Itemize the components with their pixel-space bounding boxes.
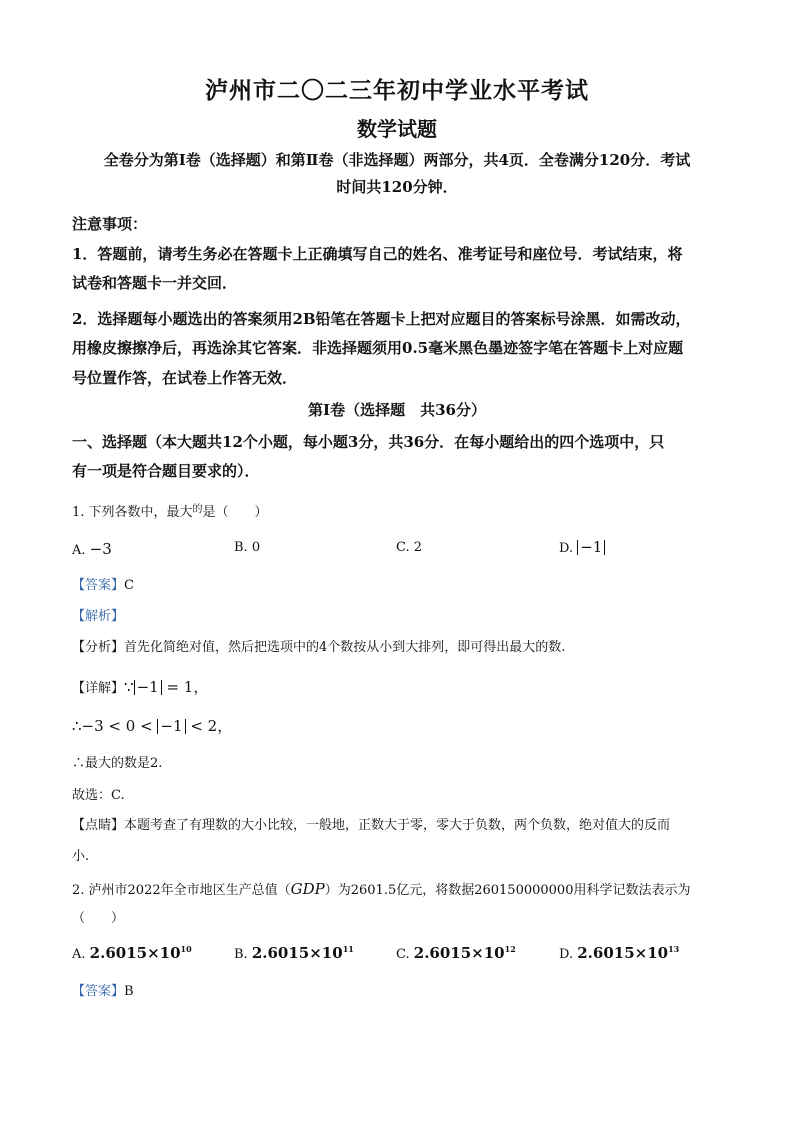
q1-answer: C: [124, 578, 134, 593]
q1-option-b-label: B.: [234, 540, 248, 555]
q2-option-b-exp: 11: [342, 944, 354, 954]
q1-answer-line: [72, 574, 732, 598]
q1-option-b-value: 0: [251, 540, 261, 555]
q2-option-d-label: D.: [559, 947, 574, 962]
page-title: 泸州市二〇二三年初中学业水平考试: [205, 77, 589, 104]
section-1-instructions-line-1: 一、选择题（本大题共12个小题，每小题3分，共36分．在每小题给出的四个选项中，只: [72, 433, 665, 451]
q2-stem-b: ）为2601.5亿元，将数据260150000000用科学记数法表示为: [324, 883, 691, 898]
q2-option-c-exp: 12: [504, 944, 516, 954]
note-1-line-2: 试卷和答题卡一并交回．: [72, 274, 238, 292]
q2-stem-a: 2. 泸州市2022年全市地区生产总值（: [72, 883, 291, 898]
q1-detail-line-2: [72, 714, 732, 740]
q2-answer-line: [72, 980, 732, 1004]
q1-fenxi-tag: 【分析】: [72, 640, 125, 655]
q1-option-a-label: A.: [72, 543, 86, 558]
q1-dianjing-tag: 【点睛】: [72, 818, 125, 833]
intro-line-1: 全卷分为第Ⅰ卷（选择题）和第Ⅱ卷（非选择题）两部分，共4页．全卷满分120分．考试: [103, 151, 691, 169]
q1-detail-line-2-b: < 2，: [185, 717, 233, 735]
q1-stem-a: 1. 下列各数中，最大: [72, 505, 193, 520]
q1-stem-b: 是（ ）: [202, 505, 268, 520]
q1-option-d: [559, 540, 605, 556]
q1-dianjing-line-2: 小.: [72, 849, 90, 864]
q2-stem-line-2: （ ）: [72, 911, 125, 926]
q1-stem-de: 的: [192, 504, 203, 515]
q1-answer-tag: 【答案】: [72, 578, 125, 593]
q1-detail-line-3: ∴最大的数是2.: [72, 756, 163, 771]
q2-option-a-label: A.: [72, 947, 86, 962]
note-2-line-3: 号位置作答，在试卷上作答无效．: [72, 369, 298, 387]
q2-answer-tag: 【答案】: [72, 984, 125, 999]
q1-option-c-value: 2: [413, 540, 423, 555]
note-2-line-1: 2．选择题每小题选出的答案须用2B铅笔在答题卡上把对应题目的答案标号涂黑．如需改动，: [72, 310, 691, 328]
q2-option-d: [559, 944, 679, 962]
q2-option-c-label: C.: [396, 947, 410, 962]
page-subtitle: 数学试题: [357, 117, 437, 141]
q1-detail-tag: 【详解】: [72, 681, 125, 696]
q1-stem: [72, 498, 732, 525]
q1-detail-line-4: 故选：C.: [72, 788, 125, 803]
q2-option-a-exp: 10: [180, 944, 192, 954]
q1-detail-abs: −1: [134, 680, 162, 695]
q2-answer: B: [124, 984, 134, 999]
q2-option-a-base: 2.6015×10: [89, 944, 181, 962]
q2-stem: [72, 877, 732, 903]
q2-stem-gdp: GDP: [290, 880, 325, 898]
q2-option-b-base: 2.6015×10: [251, 944, 343, 962]
q2-option-c: [396, 944, 516, 962]
q2-option-a: [72, 944, 192, 962]
q2-option-c-base: 2.6015×10: [413, 944, 505, 962]
q1-analysis-tag: 【解析】: [72, 609, 125, 624]
section-1-title: 第Ⅰ卷（选择题 共36分）: [308, 401, 486, 419]
note-2-line-2: 用橡皮擦擦净后，再选涂其它答案．非选择题须用0.5毫米黑色墨迹签字笔在答题卡上对应题: [72, 339, 684, 357]
q1-dianjing-1: 本题考查了有理数的大小比较，一般地，正数大于零，零大于负数，两个负数，绝对值大的反而: [124, 818, 671, 833]
intro-line-2: 时间共120分钟．: [336, 178, 458, 196]
q2-option-b-label: B.: [234, 947, 248, 962]
q1-option-a-value: −3: [89, 540, 112, 558]
q1-option-a: [72, 540, 112, 558]
q1-dianjing-line-1: [72, 814, 732, 838]
q1-detail-line-2-a: ∴−3 < 0 <: [72, 717, 158, 735]
q1-detail-line-2-abs: −1: [157, 719, 185, 734]
section-1-instructions-line-2: 有一项是符合题目要求的）．: [72, 462, 260, 480]
q1-option-c: [396, 540, 422, 555]
q1-detail-line-1: [72, 675, 732, 701]
note-1-line-1: 1．答题前，请考生务必在答题卡上正确填写自己的姓名、准考证号和座位号．考试结束，将: [72, 245, 683, 263]
notes-heading: 注意事项：: [72, 215, 148, 233]
q2-option-d-exp: 13: [668, 944, 680, 954]
q1-option-b: [234, 540, 260, 555]
q1-fenxi: 首先化简绝对值，然后把选项中的4个数按从小到大排列，即可得出最大的数.: [124, 640, 566, 655]
q1-option-d-label: D.: [559, 541, 574, 556]
q1-option-c-label: C.: [396, 540, 410, 555]
q1-fenxi-line: [72, 636, 732, 660]
q1-detail-eq: = 1，: [161, 678, 209, 696]
q2-option-d-base: 2.6015×10: [577, 944, 669, 962]
q2-option-b: [234, 944, 354, 962]
q1-detail-because: ∵: [124, 678, 134, 696]
q1-option-d-value: −1: [577, 540, 605, 555]
